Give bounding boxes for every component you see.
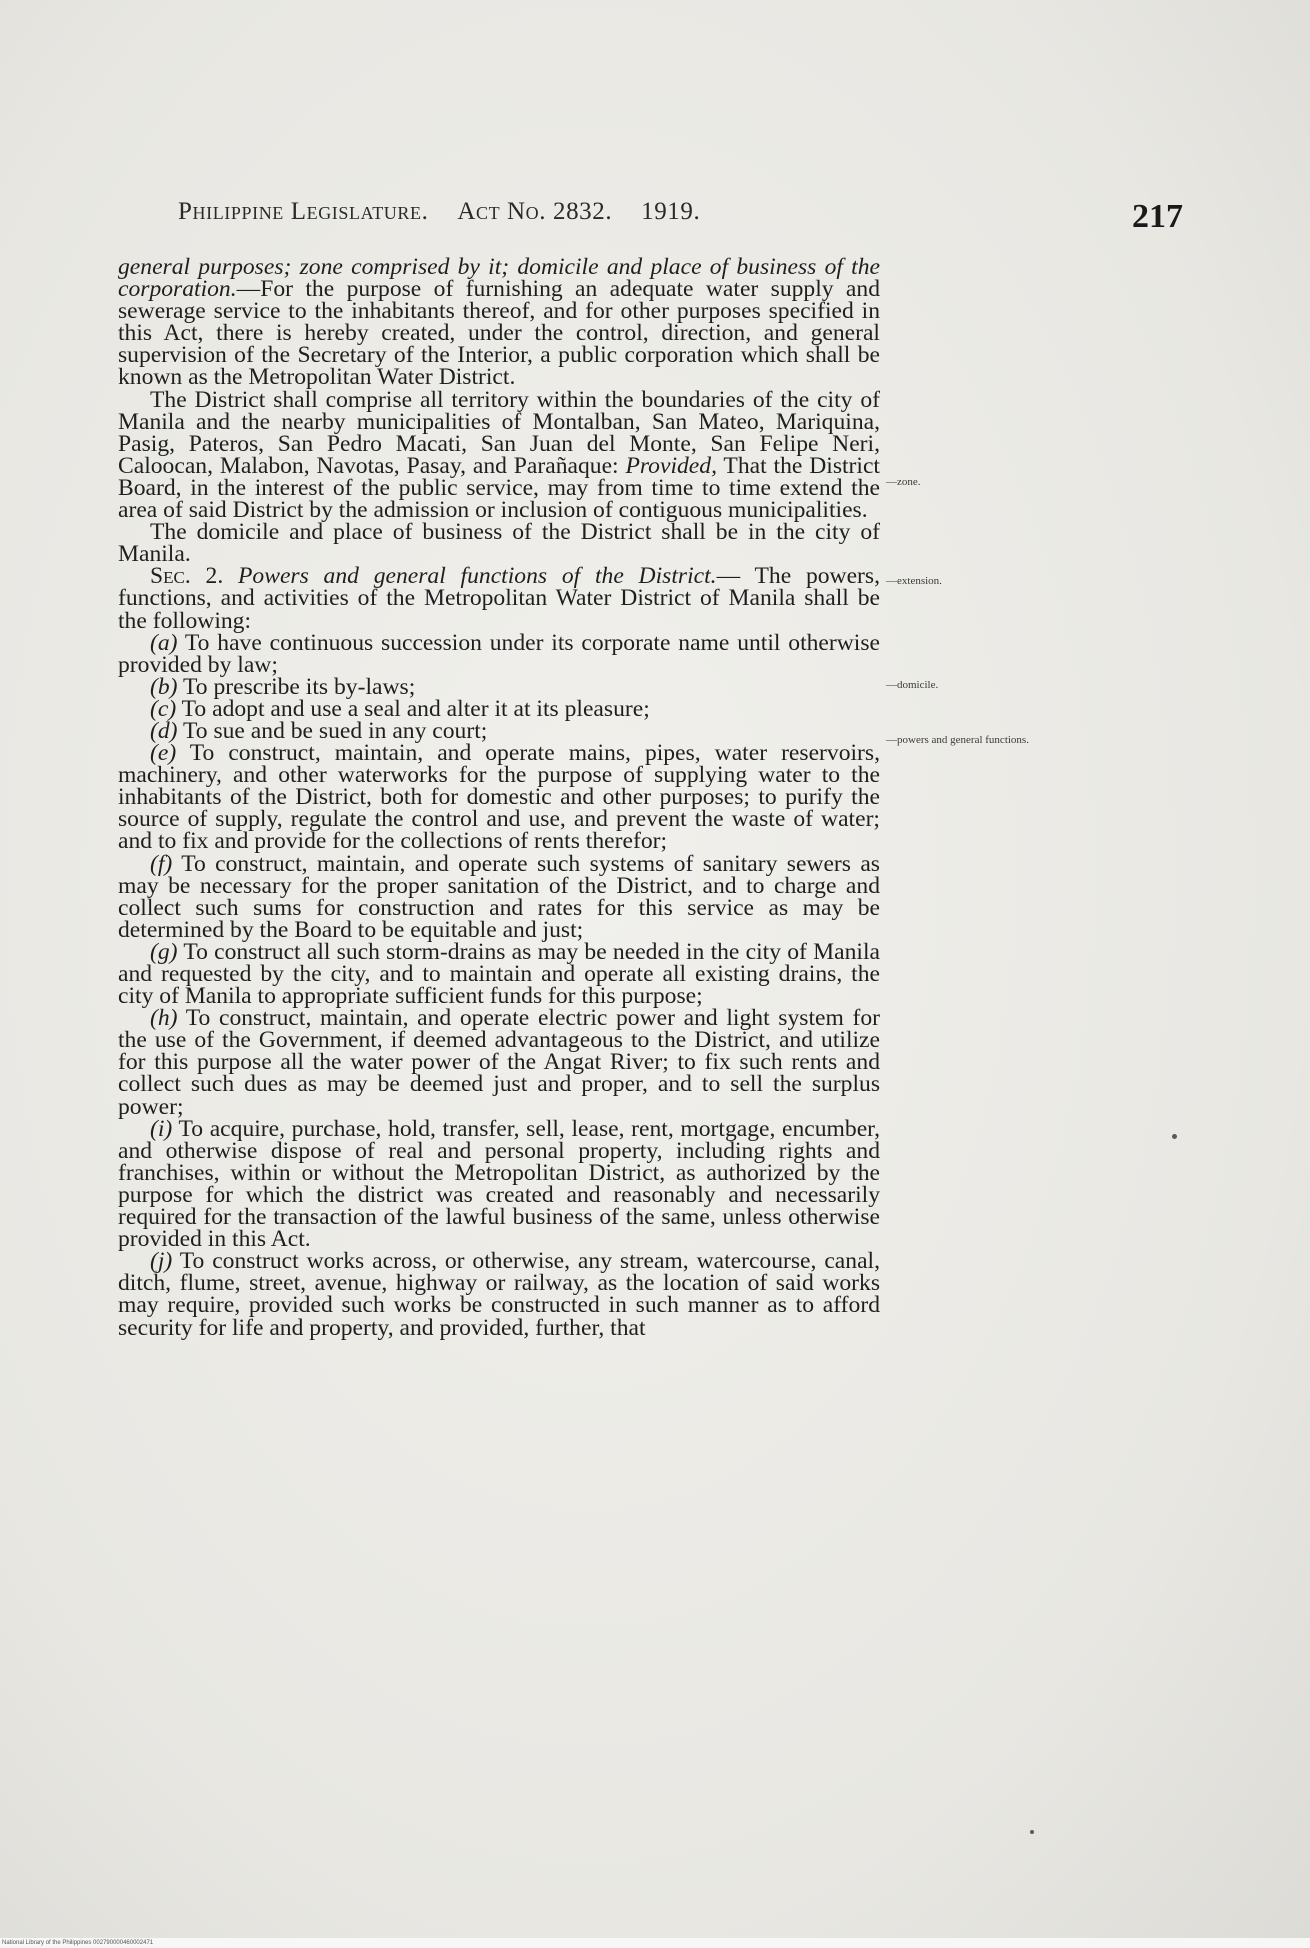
item-letter: (g) (150, 938, 178, 965)
paragraph-text: —For the purpose of furnishing an adequate water supply and sewerage service to the inhabitants thereof, and for other purposes specified in this Act, there is hereby created, under the control, direction, and general supervision of the Secretary of the Interior, a public corporation which shall be known as the Metropolitan Water District. (118, 276, 880, 391)
item-text: To sue and be sued in any court; (177, 717, 488, 744)
section-label: Sec. 2. (150, 563, 224, 590)
list-item-h (118, 1005, 880, 1120)
list-item-f (118, 850, 880, 943)
footer-strip (0, 1938, 1310, 1948)
list-item-d (118, 717, 880, 744)
item-letter: (a) (150, 629, 178, 656)
list-item-e (118, 740, 880, 855)
footer-credit: National Library of the Philippines 002790000460002471 (2, 1940, 154, 1946)
item-text: To construct works across, or otherwise, any stream, watercourse, canal, ditch, flume, street, avenue, highway or railway, as the location of said works may require, provided such works be constructed in such manner as to afford security for life and property, and provided, further, that (118, 1248, 880, 1341)
margin-note-zone: —zone. (886, 476, 921, 488)
list-item-i (118, 1115, 880, 1253)
item-text: To have continuous succession under its corporate name until otherwise provided by law; (118, 629, 880, 678)
item-text: To prescribe its by-laws; (177, 673, 416, 700)
italic-provided: Provided, (625, 452, 717, 479)
item-text: To construct, maintain, and operate such systems of sanitary sewers as may be necessary for the proper sanitation of the District, and to charge and collect such sums for construction and rates for this service as may be determined by the Board to be equitable and just; (118, 850, 880, 943)
scan-speck (1030, 1830, 1034, 1834)
paragraph-text: The domicile and place of business of the District shall be in the city of Manila. (118, 519, 880, 568)
item-text: To adopt and use a seal and alter it at its pleasure; (176, 695, 650, 722)
section-title: Powers and general functions of the District. (223, 563, 717, 590)
paragraph-domicile (118, 519, 880, 568)
item-text: To construct, maintain, and operate electric power and light system for the use of the Government, if deemed advantageous to the District, and utilize for this purpose all the water power of the Angat River; to fix such rents and collect such dues as may be deemed just and proper, and to sell the surplus power; (118, 1005, 880, 1120)
header-act: Act No. 2832. (457, 198, 613, 225)
page-number: 217 (1132, 198, 1183, 235)
list-item-c (118, 695, 880, 722)
item-letter: (b) (150, 673, 178, 700)
item-letter: (f) (150, 850, 173, 877)
item-letter: (e) (150, 740, 177, 767)
list-item-j (118, 1248, 880, 1341)
item-letter: (h) (150, 1005, 178, 1032)
body-text (118, 256, 880, 1339)
item-text: To acquire, purchase, hold, transfer, sell, lease, rent, mortgage, encumber, and otherwise dispose of real and personal property, including rights and franchises, within or without the Metropolitan District, as authorized by the purpose for which the district was created and reasonably and necessarily required for the transaction of the lawful business of the same, unless otherwise provided in this Act. (118, 1115, 880, 1253)
item-letter: (d) (150, 717, 178, 744)
item-letter: (j) (150, 1248, 173, 1275)
item-text: To construct all such storm-drains as may be needed in the city of Manila and requested by the city, and to maintain and operate all existing drains, the city of Manila to appropriate sufficient funds for this purpose; (118, 938, 880, 1010)
header-year: 1919. (641, 198, 701, 225)
list-item-a (118, 629, 880, 678)
paragraph-text: — The powers, functions, and activities of the Metropolitan Water District of Manila shall be the following: (118, 563, 880, 634)
margin-note-domicile: —domicile. (886, 679, 939, 691)
margin-note-extension: —extension. (886, 575, 942, 587)
scan-speck (1172, 1134, 1177, 1139)
list-item-b (118, 673, 880, 700)
list-item-g (118, 938, 880, 1010)
item-letter: (i) (150, 1115, 173, 1142)
header-legislature: Philippine Legislature. (178, 198, 429, 225)
running-header (178, 198, 898, 226)
italic-lead: general purposes; zone comprised by it; domicile and place of business of the corporation. (118, 254, 880, 303)
paragraph-sec-2 (118, 563, 880, 634)
paragraph-zone (118, 386, 880, 524)
item-text: To construct, maintain, and operate mains, pipes, water reservoirs, machinery, and other waterworks for the purpose of supplying water to the inhabitants of the District, both for domestic and other purposes; to purify the source of supply, regulate the control and use, and prevent the waste of water; and to fix and provide for the collections of rents therefor; (118, 740, 880, 855)
paragraph-text: The District shall comprise all territory within the boundaries of the city of Manila and the nearby municipalities of Montalban, San Mateo, Mariquina, Pasig, Pateros, San Pedro Macati, San Juan del Monte, San Felipe Neri, Caloocan, Malabon, Navotas, Pasay, and Parañaque: (118, 386, 880, 479)
paragraph-intro (118, 256, 880, 389)
paragraph-text-after: That the District Board, in the interest of the public service, may from time to time extend the area of said District by the admission or inclusion of contiguous municipalities. (118, 452, 880, 524)
item-letter: (c) (150, 695, 177, 722)
margin-note-powers: —powers and general functions. (886, 734, 1029, 746)
